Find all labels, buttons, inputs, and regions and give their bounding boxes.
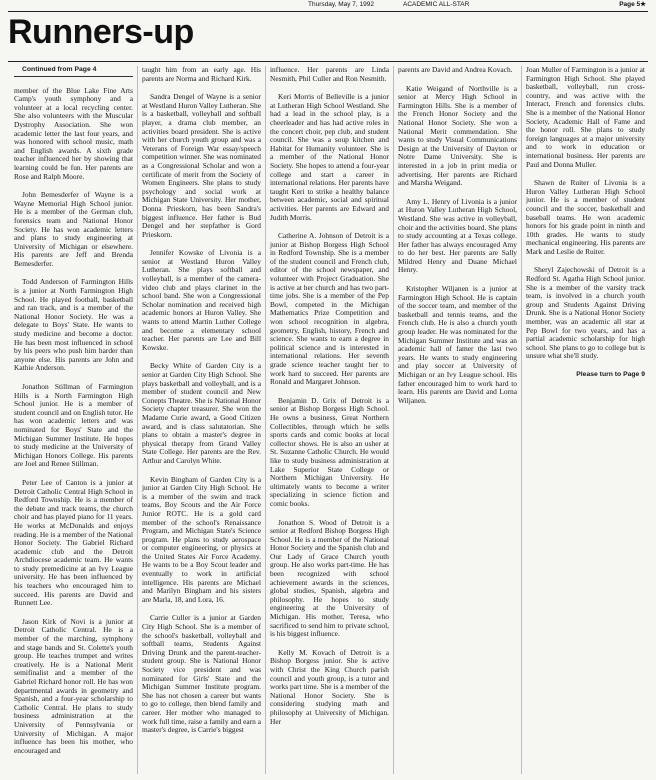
article-column-2 (142, 66, 261, 745)
column-divider (137, 66, 138, 774)
continued-to: Please turn to Page 9 (576, 371, 645, 378)
profile-paragraph: Sandra Dengel of Wayne is a senior at Westland Huron Valley Lutheran. She is a basketball, volleyball and softball player, a drama club member, an activities board president. She is active with her church youth group and was a Veterans of Foreign War essay/speech competition winner. She was nominated as a Congressional Scholar and won a certificate of merit from the Society of Women Engineers. She plans to study psychology and social work at Michigan State University. Her mother, Donna Prieskorn, has been Sandra's biggest influence. Her father is Bud Dengel and her stepfather is Gord Prieskorn. (142, 92, 261, 239)
profile-paragraph: taught him from an early age. His parents are Norma and Richard Kirk. (142, 65, 261, 83)
issue-date: Thursday, May 7, 1992 (308, 1, 374, 8)
column-divider (521, 66, 522, 774)
column-divider (393, 66, 394, 774)
profile-paragraph: Kelly M. Kovach of Detroit is a Bishop Borgess junior. She is active with Christ the King Church parish council and youth group, is a tutor and works part time. She is a member of the National Honor Society. She is considering studying math and philosophy at University of Michigan. Her (270, 647, 389, 726)
profile-paragraph: Katie Weigand of Northville is a senior at Mercy High School in Farmington Hills. She is a member of the French Honor Society and the National Honor Society. She won a National Merit commendation. She wants to study Visual Communications Design at the University of Dayton or Notre Dame University. She is interested in a job in print media or advertising. Her parents are Richard and Marsha Weigand. (398, 83, 517, 188)
profile-paragraph: Carrie Culler is a junior at Garden City High School. She is a member of the school's basketball, volleyball and softball teams, Students Against Driving Drunk and the parent-teacher-student group. She is National Honor Society vice president and was nominated for Girls' State and the Michigan Summer Institute program. She has not chosen a career but wants to go to college, then blend family and career. Her mother who managed to work full time, raise a family and earn a master's degree, is Carrie's biggest (142, 613, 261, 735)
profile-paragraph: Jonathon S. Wood of Detroit is a senior at Redford Bishop Borgess High School. He is a member of the National Honor Society and the Spanish club and Our Lady of Grace Church youth group. He also works part-time. He has been recognized with school achievement awards in the sciences, global studies, Spanish, algebra and philosophy. He hopes to study engineering at the University of Michigan. His mother, Teresa, who sacrificed to send him to private school, is his biggest influence. (270, 517, 389, 639)
title-rule (8, 61, 648, 62)
article-column-1 (14, 66, 133, 765)
article-column-5 (526, 66, 645, 380)
profile-paragraph: influence. Her parents are Linda Nesmith, Phil Culler and Ron Nesmith. (270, 65, 389, 83)
profile-paragraph: Benjamin D. Grix of Detroit is a senior at Bishop Borgess High School. He owns a business, Great Northern Collectibles, through which he sells sports cards and comic books at local collector shows. He is also an usher at St. Suzanne Catholic Church. He would like to study business administration at Lake Superior State College or Northern Michigan University. He ultimately wants to become a writer specializing in science fiction and comic books. (270, 395, 389, 508)
profile-paragraph: Jason Kirk of Novi is a junior at Detroit Catholic Central. He is a member of the marching, symphony and stage bands and St. Colette's youth group. He teaches trumpet and writes creatively. He is a National Merit semifinalist and a member of the Gabriel Richard honor roll. He has won departmental awards in geometry and Spanish, and a four-year scholarship to Catholic Central. He plans to study business administration at the University of Pennsylvania or University of Michigan. A major influence has been his mother, who encouraged and (14, 616, 133, 755)
article-column-4 (398, 66, 517, 415)
profile-paragraph: Joan Muller of Farmington is a junior at Farmington High School. She played basketball, volleyball, run cross-country, and was active with the Interact, French and forensics clubs. She is a member of the National Honor Society, Academic Hall of Fame and the honor roll. She plans to study foreign languages at a major university and to work in education or international business. Her parents are Paul and Donna Muller. (526, 65, 645, 169)
profile-paragraph: Becky White of Garden City is a senior at Garden City High School. She plays basketball and volleyball, and is a member of student council and New Conepts Theatre. She is National Honor Society chapter treasurer. She won the Madame Curie award, a Good Citizen award, and is class salutatorian. She plans to obtain a master's degree in physical therapy from Grand Valley State College. Her parents are the Rev. Arthur and Carolyn White. (142, 361, 261, 465)
profile-paragraph: Shawn de Ruiter of Livonia is a Huron Valley Lutheran High School junior. He is a member of student council and the soccer, basketball and baseball teams. He won academic honors for his grade point in ninth and 10th grades. He wants to study mechanical engineering. His parents are Mark and Leslie de Ruiter. (526, 178, 645, 256)
profile-paragraph: Amy L. Henry of Livonia is a junior at Huron Valley Lutheran High School, Westland. She was active in volleyball, choir and the activities board. She plans to study accounting at a Texas college. Her father has always encouraged Amy to do her best. Her parents are Sally Mildred Henry and Duane Michael Henry. (398, 196, 517, 275)
article-column-3 (270, 66, 389, 736)
profile-paragraph: member of the Blue Lake Fine Arts Camp's youth symphony and a volunteer at a local recycling center. She also volunteers with the Muscular Dystrophy Association. She won academic letter the last four years, and was honored with school music, math and English awards. A sixth grade teacher influenced her by showing that learning could be fun. Her parents are Rose and Ralph Moore. (14, 85, 133, 181)
profile-paragraph: Peter Lee of Canton is a junior at Detroit Catholic Central High School in Redford Township. He is a member of the debate and track teams, the church choir and has played piano for 11 years. He works at McDonalds and enjoys reading. He is a member of the National Honor Society. The Gabriel Richard academic club and the Detroit Archdiocese academic team. He wants to study premedicine at an Ivy League university. He has been influenced by his teachers who encouraged him to succeed. His parents are David and Runnett Lee. (14, 477, 133, 608)
profile-paragraph: Jonathon Stillman of Farmington Hills is a North Farmington High School junior. He is a member of student council and on English tutor. He has won academic letters and was nominated for Boys' State and the Michigan Summer Institute. He hopes to study medicine at the University of Michigan Honors College. His parents are Joel and Renee Stillman. (14, 382, 133, 469)
profile-paragraph: Sheryl Zajechowski of Detroit is a Redford St. Agatha High School junior. She is a member of the varsity track team, is involved in a church youth group and Students Against Driving Drunk. She is a National Honor Society member, was an academic all star at Pep Bowl for two years, and has a partial academic scholarship for high school. She plans to go to college but is unsure what she'll study. (526, 265, 645, 361)
profile-paragraph: Keri Morris of Belleville is a junior at Lutheran High School Westland. She had a lead in the school play, is a cheerleader and has had active roles in the concert choir, pep club, and student council. She was a soup kitchen and Habitat for Humanity volunteer. She is a member of the National Honor Society. She hopes to attend a four-year college and start a career in international relations. Her parents have taught Keri to strike a healthy balance between academic, social and spiritual activities. Her parents are Edward and Judith Morris. (270, 92, 389, 222)
profile-paragraph: Todd Anderson of Farmington Hills is a junior at North Farmington High School. He played football, basketball and ran track, and is a member of the National Honor Society. He was a delegate to Boys' State. He wants to study medicine and become a doctor. He has been most influenced in school by his peers who push him harder than anyone else. His parents are John and Kathie Anderson. (14, 277, 133, 373)
profile-paragraph: Kevin Bingham of Garden City is a junior at Garden City High School. He is a member of the swim and track teams, Boy Scouts and the Air Force Junior ROTC. He is a gold card member of the school's Renaissance Program, and Michigan State's Science program. He plans to study aerospace or computer engineering, or physics at the United States Air Force Academy. He wants to be a Boy Scout leader and eventually to work in artificial intelligence. His parents are Michael and Marilyn Bingham and his sisters are Marla, 18, and Lora, 16. (142, 474, 261, 604)
section-name: ACADEMIC ALL-STAR (403, 1, 470, 8)
profile-paragraph: Jennifer Kowske of Livonia is a senior at Westland Huron Valley Lutheran. She plays softball and volleyball, is a member of the camera-video club and plays clarinet in the school band. She won a Congressional Scholar nomination and received high academic honors at Huron Valley. She wants to attend Martin Luther College and become a elementary school teacher. Her parents are Lee and Bill Kowske. (142, 248, 261, 352)
page-number: Page 5★ (619, 1, 646, 8)
profile-paragraph: John Bemesderfer of Wayne is a Wayne Memorial High School junior. He is a member of the German club, forensics team and National Honor Society. He has won academic letters and plans to study engineering at University of Michigan or elsewhere. His parents are Jeff and Brenda Bemesderfer. (14, 190, 133, 268)
page-title: Runners-up (8, 13, 194, 51)
profile-paragraph: Kristopher Wiljanen is a junior at Farmington High School. He is captain of the soccer team, and member of the basketball and tennis teams, and the French club. He is also a church youth group leader. He was nominated for the Michigan Summer Institute and was an academic hall of famer the last two years. He wants to study engineering and play soccer at University of Michigan or an Ivy League school. His father encouraged him to work hard to learn. His parents are David and Lorna Wiljanen. (398, 284, 517, 405)
continued-from: Continued from Page 4 (14, 66, 133, 77)
profile-paragraph: Catherine A. Johnson of Detroit is a junior at Bishop Borgess High School in Redford Township. She is a member of the student council and French club, editor of the school newspaper, and volunteer with Project Graduation. She is active at her church and has two part-time jobs. She is a member of the Pep Bowl, competed in the Michigan Mathematics Prize Competition and won school recognition in algebra, geometry, English, history, French and science. She wants to earn a degree in political science and is interested in international relations. Her seventh grade science teacher taught her to work hard to succeed. Her parents are Ronald and Margaret Johnson. (270, 231, 389, 387)
profile-paragraph: parents are David and Andrea Kovach. (398, 65, 513, 74)
column-divider (265, 66, 266, 774)
